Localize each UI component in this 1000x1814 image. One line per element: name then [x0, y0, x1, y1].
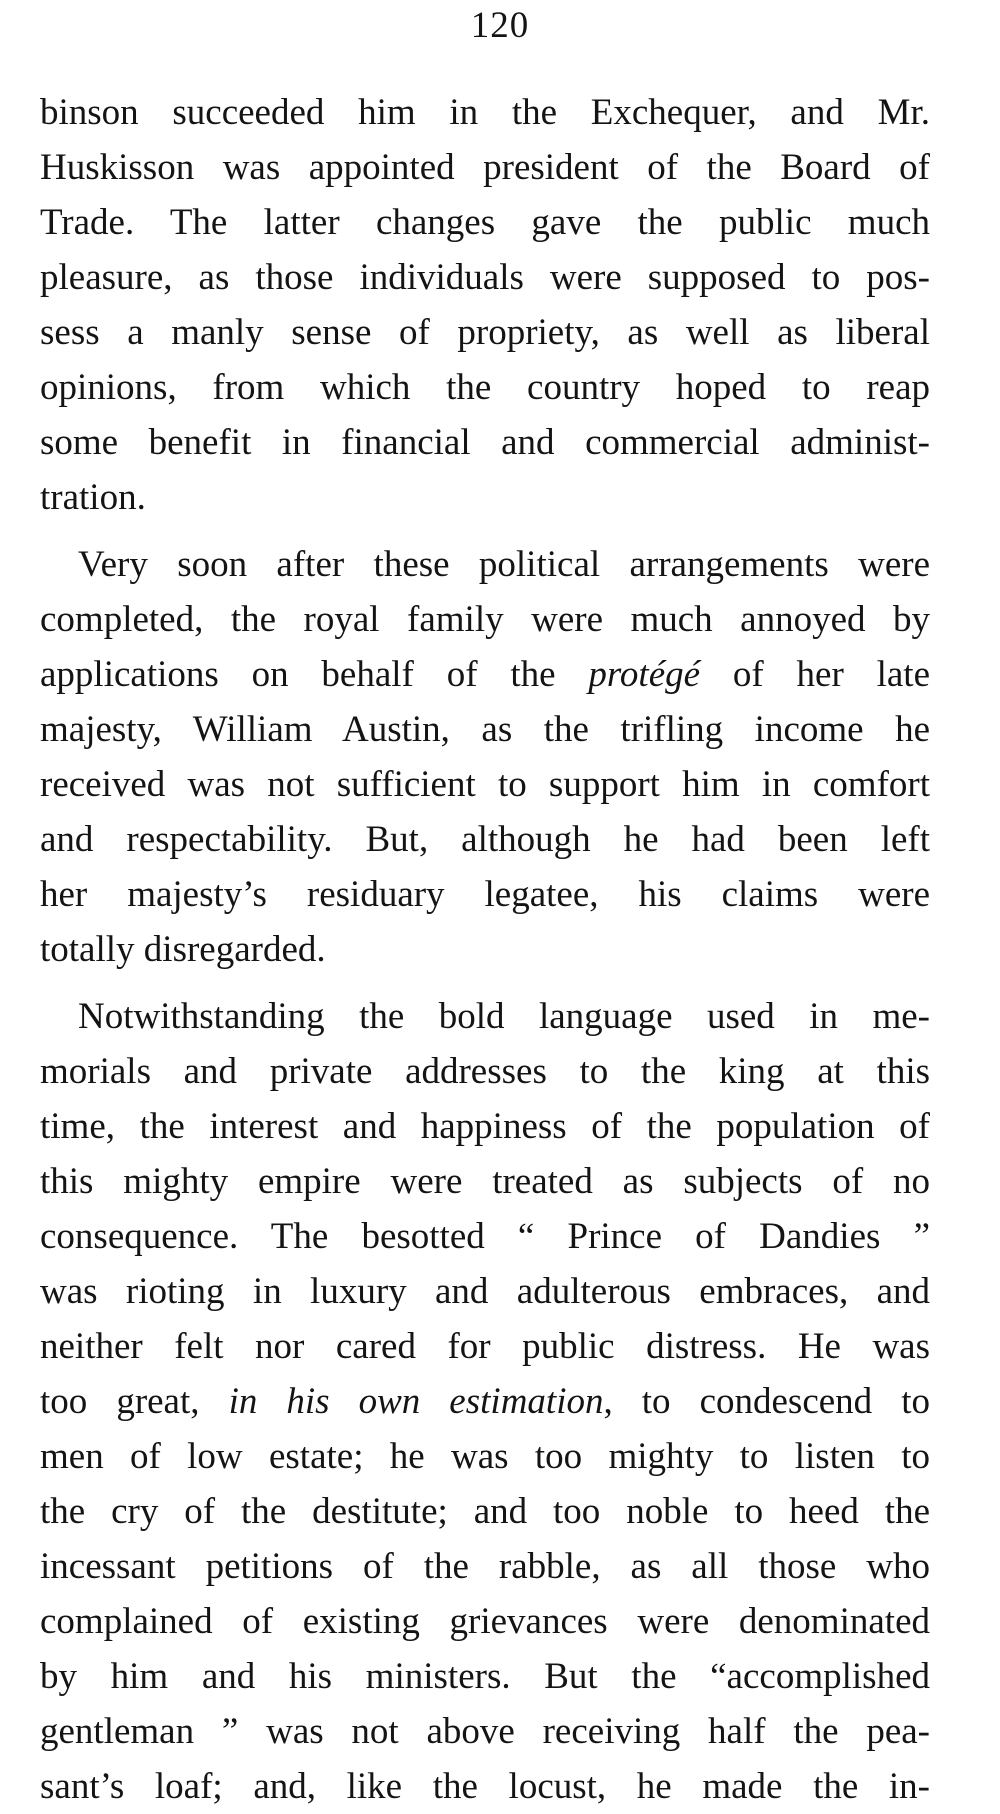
text-line	[40, 1154, 930, 1209]
paragraph	[40, 537, 930, 977]
text-segment: Very soon after these political arrangements were	[78, 544, 930, 585]
text-line	[40, 1264, 930, 1319]
text-segment: majesty, William Austin, as the trifling income he	[40, 709, 930, 750]
paragraph-gap	[40, 977, 930, 989]
text-line	[40, 922, 930, 977]
text-line	[40, 592, 930, 647]
text-line	[40, 867, 930, 922]
text-segment: totally disregarded.	[40, 929, 326, 970]
text-line	[40, 1484, 930, 1539]
text-line	[40, 1649, 930, 1704]
italic-text: in his own estimation	[228, 1381, 604, 1422]
text-segment: sess a manly sense of propriety, as well as liberal	[40, 312, 930, 353]
text-line	[40, 1539, 930, 1594]
text-segment: sant’s loaf; and, like the locust, he made the in-	[40, 1766, 930, 1807]
text-line	[40, 1704, 930, 1759]
text-line	[40, 470, 930, 525]
text-segment: some benefit in financial and commercial administ-	[40, 422, 930, 463]
text-line	[40, 140, 930, 195]
text-segment: of her late	[700, 654, 930, 695]
text-line	[40, 1429, 930, 1484]
text-segment: consequence. The besotted “ Prince of Dandies ”	[40, 1216, 930, 1257]
text-segment: Trade. The latter changes gave the public much	[40, 202, 930, 243]
text-line	[40, 757, 930, 812]
text-line	[40, 812, 930, 867]
text-line	[40, 1099, 930, 1154]
body-text	[40, 85, 930, 1814]
text-line	[40, 85, 930, 140]
text-segment: the cry of the destitute; and too noble to heed the	[40, 1491, 930, 1532]
text-segment: neither felt nor cared for public distress. He was	[40, 1326, 930, 1367]
italic-text: protégé	[588, 654, 701, 695]
paragraph	[40, 85, 930, 525]
text-line	[40, 305, 930, 360]
text-segment: this mighty empire were treated as subjects of no	[40, 1161, 930, 1202]
text-segment: opinions, from which the country hoped to reap	[40, 367, 930, 408]
text-line	[40, 647, 930, 702]
text-segment: was rioting in luxury and adulterous embraces, and	[40, 1271, 930, 1312]
text-segment: applications on behalf of the	[40, 654, 589, 695]
text-line	[40, 989, 930, 1044]
text-line	[40, 415, 930, 470]
text-line	[40, 1209, 930, 1264]
text-segment: men of low estate; he was too mighty to listen to	[40, 1436, 930, 1477]
text-segment: incessant petitions of the rabble, as all those who	[40, 1546, 930, 1587]
page-number: 120	[470, 5, 530, 46]
text-line	[40, 250, 930, 305]
text-line	[40, 537, 930, 592]
text-segment: morials and private addresses to the king at this	[40, 1051, 930, 1092]
text-segment: tration.	[40, 477, 146, 518]
text-segment: too great,	[40, 1381, 229, 1422]
text-segment: complained of existing grievances were denominated	[40, 1601, 930, 1642]
text-segment: her majesty’s residuary legatee, his claims were	[40, 874, 930, 915]
text-segment: pleasure, as those individuals were supposed to pos-	[40, 257, 930, 298]
text-line	[40, 360, 930, 415]
text-line	[40, 702, 930, 757]
text-segment: by him and his ministers. But the “accomplished	[40, 1656, 930, 1697]
text-segment: completed, the royal family were much annoyed by	[40, 599, 930, 640]
text-segment: Notwithstanding the bold language used in me-	[78, 996, 930, 1037]
paragraph	[40, 989, 930, 1814]
text-segment: received was not sufficient to support him in comfort	[40, 764, 930, 805]
text-line	[40, 1374, 930, 1429]
text-line	[40, 1044, 930, 1099]
text-segment: and respectability. But, although he had been left	[40, 819, 930, 860]
text-segment: gentleman ” was not above receiving half the pea-	[40, 1711, 930, 1752]
text-segment: , to condescend to	[603, 1381, 930, 1422]
text-segment: time, the interest and happiness of the population of	[40, 1106, 930, 1147]
text-segment: Huskisson was appointed president of the Board of	[40, 147, 930, 188]
text-line	[40, 195, 930, 250]
text-line	[40, 1319, 930, 1374]
paragraph-gap	[40, 525, 930, 537]
text-line	[40, 1594, 930, 1649]
text-segment: binson succeeded him in the Exchequer, and Mr.	[40, 92, 930, 133]
text-line	[40, 1759, 930, 1814]
